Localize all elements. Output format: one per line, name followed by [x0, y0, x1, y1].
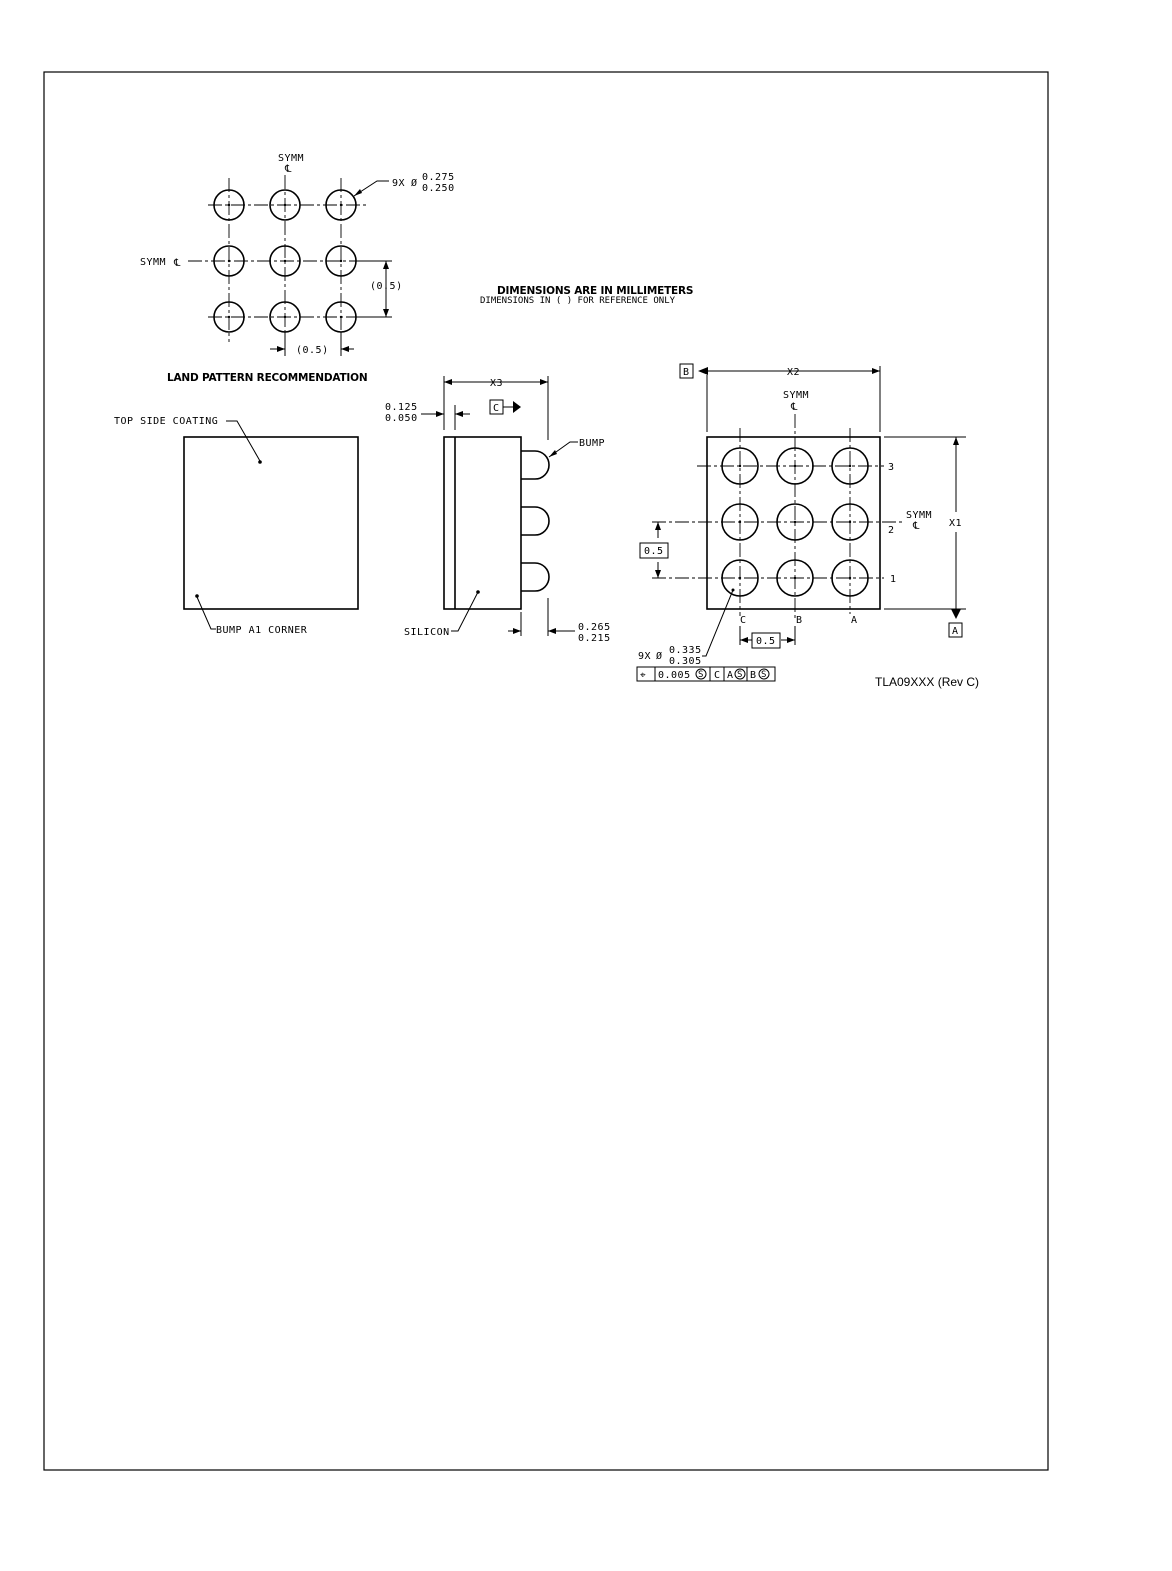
dimensions-note-subtitle: DIMENSIONS IN ( ) FOR REFERENCE ONLY: [480, 296, 676, 306]
datum-c-label: C: [493, 403, 500, 414]
fcf-datum-1: C: [714, 670, 721, 681]
centerline-symbol-bottom-top: ℄: [791, 402, 798, 413]
fcf-modifier-2: S: [737, 670, 743, 680]
ball-dia-max: 0.335: [669, 645, 702, 656]
bottom-view: [637, 364, 966, 681]
side-view: [385, 376, 611, 644]
symm-label-bottom-top: SYMM: [783, 390, 810, 401]
coat-thickness-max: 0.125: [385, 402, 418, 413]
dimensions-note-title: DIMENSIONS ARE IN MILLIMETERS: [497, 285, 694, 297]
pad-dia-min: 0.250: [422, 183, 455, 194]
fcf-tolerance: 0.005: [658, 670, 691, 681]
diameter-symbol: Ø: [411, 178, 418, 189]
centerline-symbol-left: ℄: [174, 258, 181, 269]
bottom-view-outline: [707, 437, 880, 609]
land-pattern-caption: LAND PATTERN RECOMMENDATION: [167, 372, 368, 384]
col-label-b: B: [796, 615, 803, 626]
bump-label: BUMP: [579, 438, 606, 449]
symm-label-bottom-right: SYMM: [906, 510, 933, 521]
datum-a-label: A: [952, 626, 959, 637]
ball-count: 9X: [638, 651, 652, 662]
pitch-v-label: (0.5): [370, 281, 403, 292]
feature-control-frame: [637, 667, 775, 681]
bump-height-max: 0.265: [578, 622, 611, 633]
side-bump: [521, 507, 549, 535]
side-bump: [521, 451, 549, 479]
x3-label: X3: [490, 378, 504, 389]
pitch-h-label: (0.5): [296, 345, 329, 356]
fcf-modifier-1: S: [698, 670, 704, 680]
datum-b-label: B: [683, 367, 690, 378]
row-label-1: 1: [890, 574, 897, 585]
bump-height-min: 0.215: [578, 633, 611, 644]
top-view: [114, 416, 358, 636]
x2-label: X2: [787, 367, 801, 378]
coat-thickness-min: 0.050: [385, 413, 418, 424]
ball-diameter-symbol: Ø: [656, 651, 663, 662]
fcf-modifier-3: S: [761, 670, 767, 680]
fcf-datum-2: A: [727, 670, 734, 681]
top-coating-label: TOP SIDE COATING: [114, 416, 219, 427]
centerline-symbol-bottom-right: ℄: [913, 521, 920, 532]
page-frame: [44, 72, 1048, 1470]
land-pattern-view: [140, 153, 455, 384]
bump-a1-corner-label: BUMP A1 CORNER: [216, 625, 308, 636]
side-bump: [521, 563, 549, 591]
centerline-symbol-top: ℄: [285, 164, 292, 175]
pad-count: 9X: [392, 178, 406, 189]
top-coating-leader: [226, 421, 260, 461]
symm-label-left: SYMM: [140, 257, 167, 268]
col-label-c: C: [740, 615, 747, 626]
ball-dia-min: 0.305: [669, 656, 702, 667]
x1-label: X1: [949, 518, 963, 529]
drawing-id: TLA09XXX (Rev C): [875, 675, 980, 689]
pitch-h-value: 0.5: [756, 636, 776, 647]
top-view-outline: [184, 437, 358, 609]
silicon-label: SILICON: [404, 627, 450, 638]
symm-label-top: SYMM: [278, 153, 305, 164]
row-label-2: 2: [888, 525, 895, 536]
row-label-3: 3: [888, 462, 895, 473]
position-symbol: ⌖: [640, 670, 647, 681]
col-label-a: A: [851, 615, 858, 626]
pitch-v-value: 0.5: [644, 546, 664, 557]
pad-dia-max: 0.275: [422, 172, 455, 183]
corner-leader: [197, 597, 216, 629]
fcf-datum-3: B: [750, 670, 757, 681]
